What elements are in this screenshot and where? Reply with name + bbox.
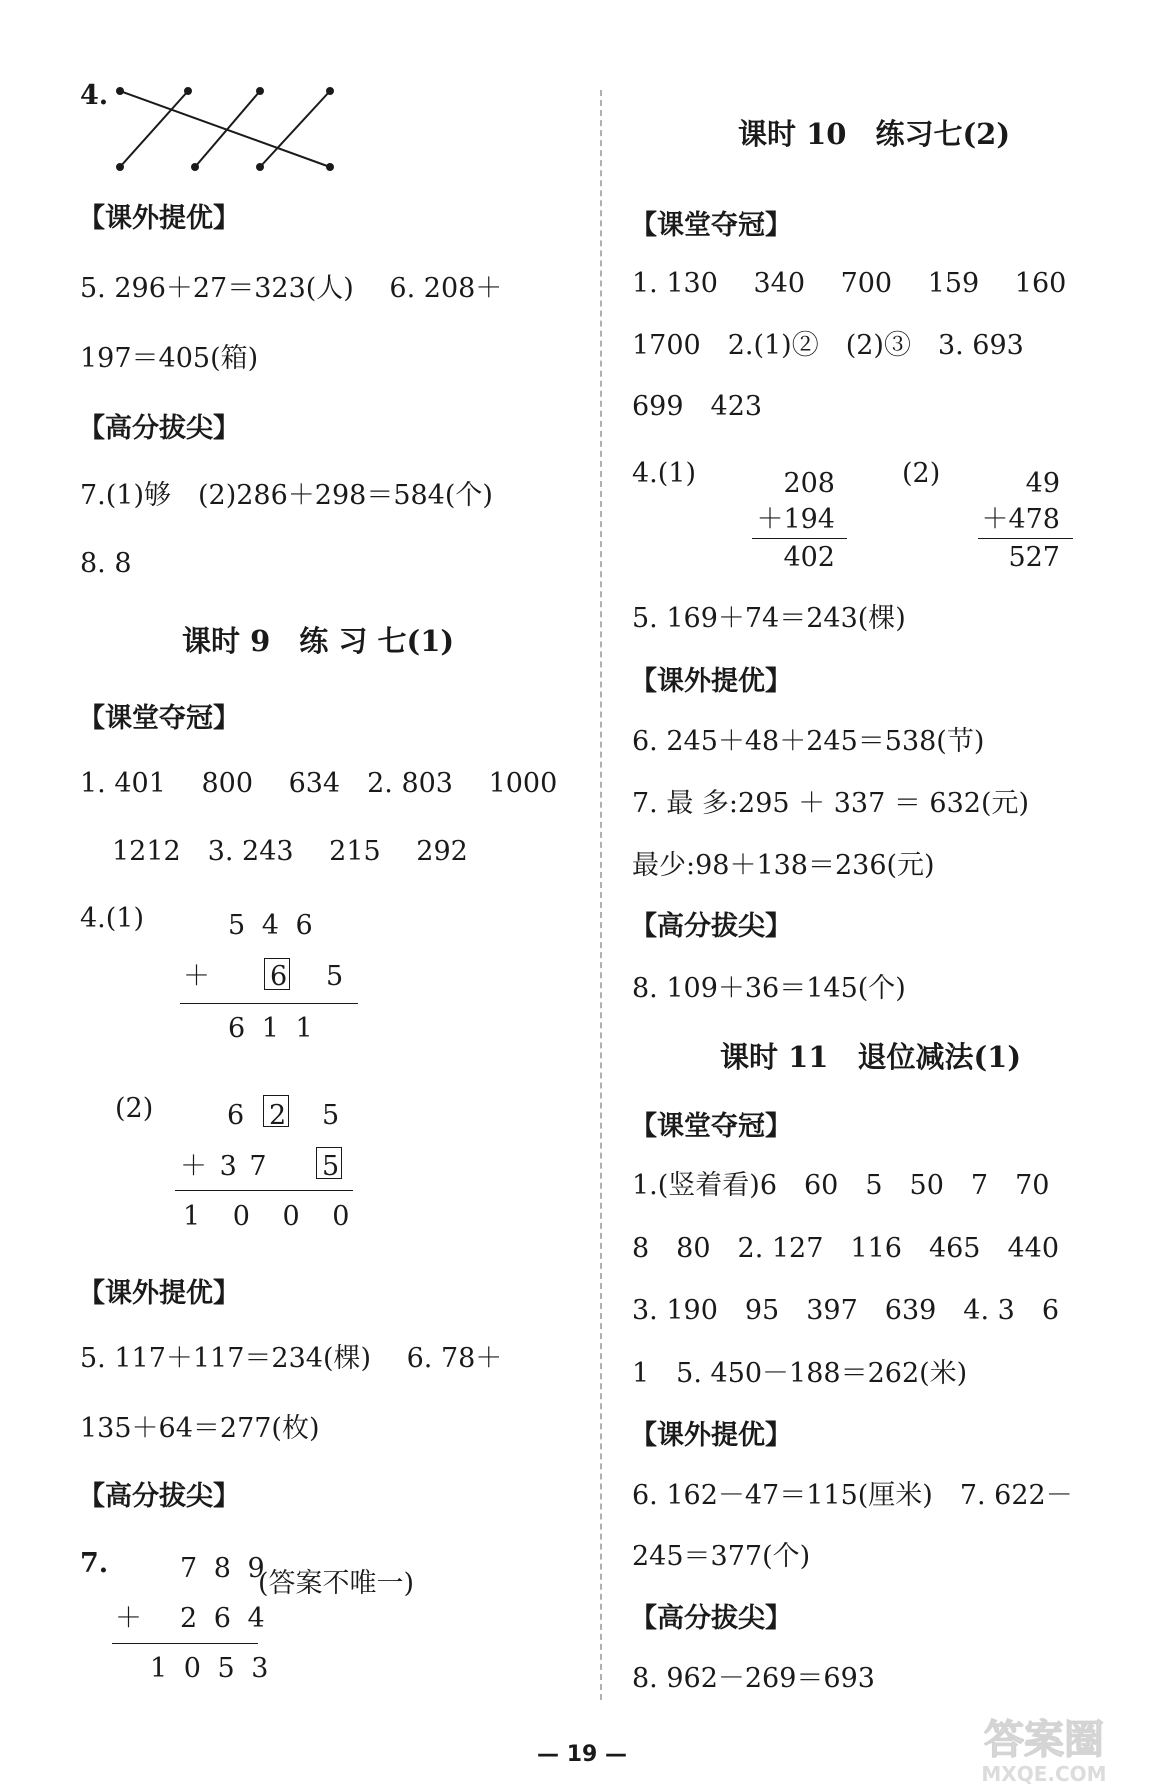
calc-row: 49 [1025,468,1060,499]
watermark-logo [944,1705,1144,1787]
q7-label: 7. [80,1548,109,1579]
calc-result: 1 0 0 0 [183,1201,362,1232]
calc-rule [175,1190,353,1191]
answer-line: 8. 109＋36＝145(个) [632,973,906,1004]
matching-lines-diagram [100,75,340,175]
calc-plus: ＋ [183,961,210,992]
calc-row: ＋194 [756,504,835,535]
answer-line: 6. 245＋48＋245＝538(节) [632,726,985,757]
calc-plus: ＋ [115,1603,142,1634]
section-label: 【高分拔尖】 [78,413,240,444]
answer-line: 1. 130 340 700 159 160 [632,268,1067,299]
q4-label: 4. [80,80,109,111]
q4-part2-label: (2) [115,1093,154,1124]
section-label: 【高分拔尖】 [78,1481,240,1512]
answer-line: 6. 162－47＝115(厘米) 7. 622－ [632,1480,1073,1511]
answer-line: 699 423 [632,391,763,422]
answer-line: 8. 8 [80,548,132,579]
svg-text:MXQE.COM: MXQE.COM [981,1762,1107,1786]
calc-boxed-digit: 2 [269,1100,287,1131]
calc-result: 1 0 5 3 [150,1653,273,1684]
column-divider [600,90,602,1700]
answer-line: 3. 190 95 397 639 4. 3 6 [632,1295,1060,1326]
answer-line: 1. 401 800 634 2. 803 1000 [80,768,558,799]
answer-line: 7.(1)够 (2)286＋298＝584(个) [80,480,493,511]
calc-rule [180,1003,358,1004]
answer-line: 1 5. 450－188＝262(米) [632,1358,968,1389]
calc-row: 7 8 9 [180,1553,269,1584]
answer-line: 8. 962－269＝693 [632,1663,875,1694]
calc-row: ＋478 [981,504,1060,535]
answer-line: 5. 117＋117＝234(棵) 6. 78＋ [80,1343,503,1374]
calc-result: 6 1 1 [228,1013,317,1044]
answer-line: 135＋64＝277(枚) [80,1413,320,1444]
section-label: 【课外提优】 [78,203,240,234]
calc-rule [978,538,1073,539]
lesson-heading: 课时 11 退位减法(1) [720,1040,1022,1074]
calc-row: 208 [783,468,835,499]
section-label: 【高分拔尖】 [630,911,792,942]
svg-text:答案圈: 答案圈 [984,1717,1104,1763]
section-label: 【课外提优】 [630,666,792,697]
calc-row: 5 [322,1100,340,1131]
answer-line: 最少:98＋138＝236(元) [632,850,935,881]
page-number: — 19 — [537,1742,627,1767]
lesson-heading: 课时 9 练 习 七(1) [182,624,455,658]
section-label: 【课外提优】 [630,1420,792,1451]
calc-boxed-digit: 6 [270,961,288,992]
calc-row: 5 [326,961,344,992]
section-label: 【课堂夺冠】 [78,703,240,734]
answer-line: 7. 最 多:295 ＋ 337 ＝ 632(元) [632,788,1030,819]
calc-rule [752,538,847,539]
section-label: 【课堂夺冠】 [630,1111,792,1142]
calc-rule [112,1643,258,1644]
calc-boxed-digit: 5 [322,1151,340,1182]
answer-line: 245＝377(个) [632,1541,811,1572]
calc-row: ＋ 3 7 [180,1151,269,1182]
answer-line: 1700 2.(1)② (2)③ 3. 693 [632,330,1024,361]
q4-part1-label: 4.(1) [632,458,697,489]
section-label: 【课堂夺冠】 [630,210,792,241]
answer-line: 1.(竖着看)6 60 5 50 7 70 [632,1170,1050,1201]
answer-line: 5. 296＋27＝323(人) 6. 208＋ [80,273,503,304]
answer-line: 8 80 2. 127 116 465 440 [632,1233,1060,1264]
q4-part2-label: (2) [902,458,941,489]
section-label: 【高分拔尖】 [630,1603,792,1634]
q4-part1-label: 4.(1) [80,903,145,934]
calc-note: (答案不唯一) [258,1568,415,1599]
section-label: 【课外提优】 [78,1278,240,1309]
answer-line: 1212 3. 243 215 292 [112,836,468,867]
calc-result: 402 [783,542,835,573]
answer-line: 5. 169＋74＝243(棵) [632,603,906,634]
calc-row: 5 4 6 [228,910,317,941]
calc-row: 6 [227,1100,245,1131]
calc-row: 2 6 4 [180,1603,269,1634]
calc-result: 527 [1008,542,1060,573]
lesson-heading: 课时 10 练习七(2) [738,117,1011,151]
answer-line: 197＝405(箱) [80,343,259,374]
